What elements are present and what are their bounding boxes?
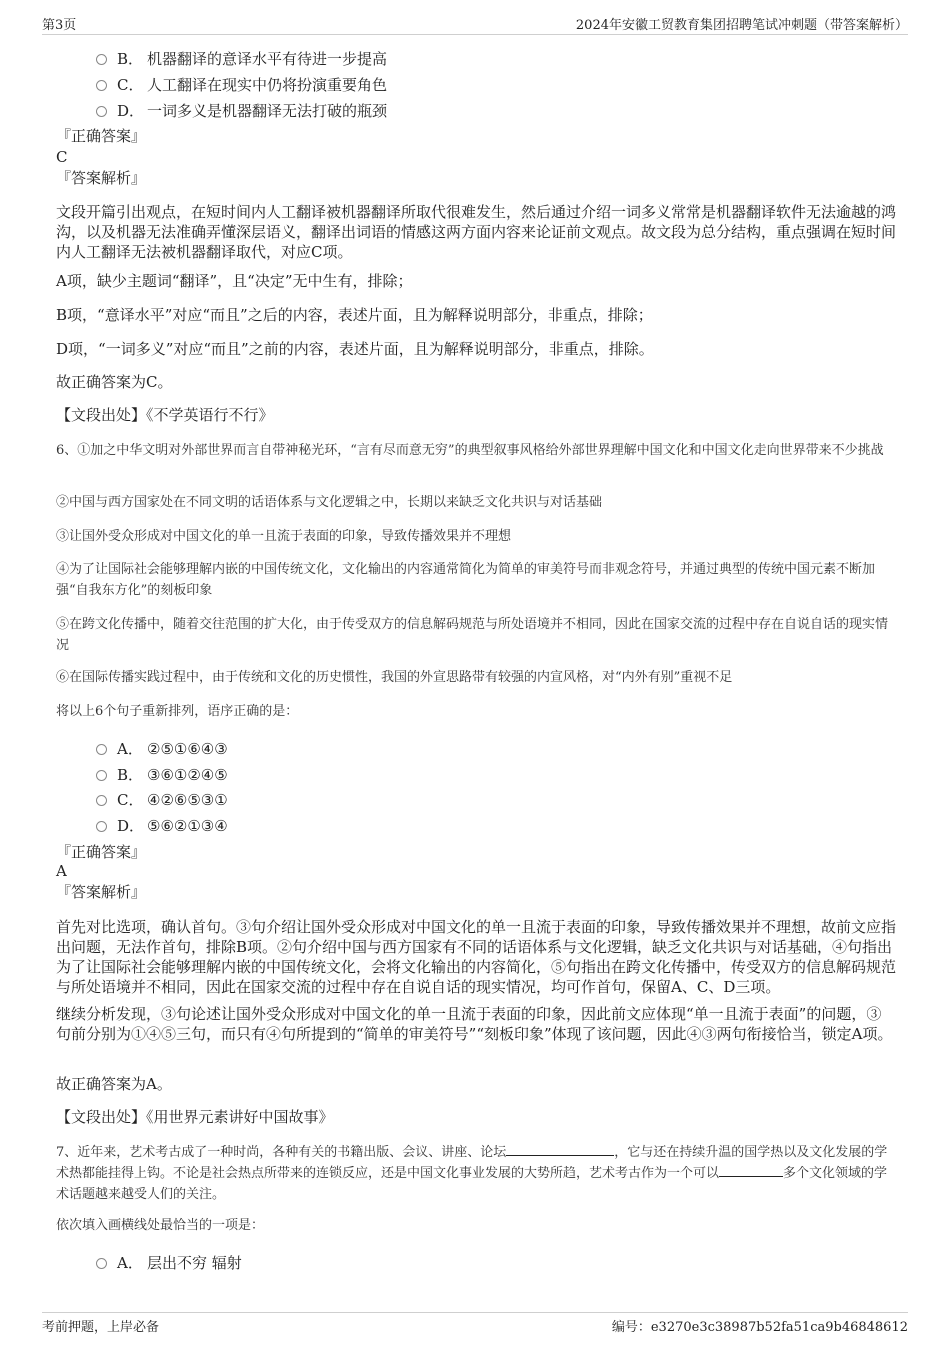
page-number: 第3页 [42, 18, 77, 33]
q6-analysis-para: 继续分析发现，③句论述让国外受众形成对中国文化的单一且流于表面的印象，因此前文应体现“单一且流于表面”的问题，③句前分别为①④⑤三句，而只有④句所提到的“简单的审美符号”“刻板印象”体现了该问题，因此④③两句衔接恰当，锁定A项。 [56, 1005, 893, 1043]
q6-sentence: ②中国与西方国家处在不同文明的话语体系与文化逻辑之中，长期以来缺乏文化共识与对话基础 [56, 495, 603, 510]
radio-icon[interactable] [96, 795, 107, 806]
footer-serial: 编号：e3270e3c38987b52fa51ca9b46848612 [611, 1320, 908, 1335]
fill-blank[interactable] [719, 1164, 783, 1177]
q6-sentence: ⑤在跨文化传播中，随着交往范围的扩大化，由于传受双方的信息解码规范与所处语境并不相同，因此在国家交流的过程中存在自说自话的现实情况 [56, 617, 889, 653]
q5-source: 【文段出处】《不学英语行不行》 [56, 406, 274, 424]
q6-source: 【文段出处】《用世界元素讲好中国故事》 [56, 1108, 334, 1126]
q6-analysis-para: 故正确答案为A。 [56, 1075, 172, 1093]
q6-analysis-para: 首先对比选项，确认首句。③句介绍让国外受众形成对中国文化的单一且流于表面的印象，导致传播效果并不理想，故前文应指出问题，无法作首句，排除B项。②句介绍中国与西方国家有不同的话语体系与文化逻辑，缺乏文化共识与对话基础，④句指出为了让国际社会能够理解内嵌的中国传统文化，会将文化输出的内容简化，⑤句指出在跨文化传播中，传受双方的信息解码规范与所处语境并不相同，因此在国家交流的过程中存在自说自话的现实情况，均可作首句，保留A、C、D三项。 [56, 918, 897, 996]
q6-option-c[interactable]: C． ④②⑥⑤③① [96, 789, 228, 810]
q5-option-b[interactable]: B． 机器翻译的意译水平有待进一步提高 [96, 48, 387, 69]
q6-stem: 6、①加之中华文明对外部世界而言自带神秘光环，“言有尽而意无穷”的典型叙事风格给外部世界理解中国文化和中国文化走向世界带来不少挑战 [56, 443, 884, 458]
q5-option-c[interactable]: C． 人工翻译在现实中仍将扮演重要角色 [96, 74, 387, 95]
q7-prompt: 依次填入画横线处最恰当的一项是： [56, 1218, 265, 1233]
page-header [42, 14, 908, 35]
radio-icon[interactable] [96, 106, 107, 117]
document-title: 2024年安徽工贸教育集团招聘笔试冲刺题（带答案解析） [575, 18, 908, 33]
q5-analysis-para: 故正确答案为C。 [56, 373, 173, 391]
q7-stem: 7、近年来，艺术考古成了一种时尚，各种有关的书籍出版、会议、讲座、论坛 ，它与还在持续升温的国学热以及文化发展的学术热都能挂得上钩。不论是社会热点所带来的连锁反应，还是中国文化事业发展的大势所趋，艺术考古作为一个可以 多个文化领域的学术话题越来越受人们的关注。 [56, 1145, 888, 1202]
radio-icon[interactable] [96, 821, 107, 832]
q6-answer: A [56, 862, 67, 880]
radio-icon[interactable] [96, 744, 107, 755]
q5-answer-label: 『正确答案』 [56, 127, 147, 145]
q6-sentence: ⑥在国际传播实践过程中，由于传统和文化的历史惯性，我国的外宣思路带有较强的内宣风格，对“内外有别”重视不足 [56, 670, 733, 685]
q6-option-d[interactable]: D． ⑤⑥②①③④ [96, 815, 228, 836]
q5-answer: C [56, 148, 68, 166]
q6-analysis-label: 『答案解析』 [56, 883, 147, 901]
q6-option-b[interactable]: B． ③⑥①②④⑤ [96, 764, 228, 785]
q7-option-a[interactable]: A． 层出不穷 辐射 [96, 1252, 242, 1273]
q5-analysis-para: 文段开篇引出观点，在短时间内人工翻译被机器翻译所取代很难发生，然后通过介绍一词多义常常是机器翻译软件无法逾越的鸿沟，以及机器无法准确弄懂深层语义，翻译出词语的情感这两方面内容来论证前文观点。故文段为总分结构，重点强调在短时间内人工翻译无法被机器翻译取代，对应C项。 [56, 203, 897, 261]
radio-icon[interactable] [96, 770, 107, 781]
q6-sentence: ④为了让国际社会能够理解内嵌的中国传统文化，文化输出的内容通常简化为简单的审美符号而非观念符号，并通过典型的传统中国元素不断加强“自我东方化”的刻板印象 [56, 562, 876, 598]
radio-icon[interactable] [96, 54, 107, 65]
q5-analysis-label: 『答案解析』 [56, 169, 147, 187]
q5-analysis-para: D项，“一词多义”对应“而且”之前的内容，表述片面，且为解释说明部分，非重点，排除。 [56, 340, 654, 358]
radio-icon[interactable] [96, 1258, 107, 1269]
q6-prompt: 将以上6个句子重新排列，语序正确的是： [56, 704, 299, 719]
q5-analysis-para: A项，缺少主题词“翻译”，且“决定”无中生有，排除； [56, 272, 413, 290]
page-footer [42, 1312, 908, 1335]
q5-option-d[interactable]: D． 一词多义是机器翻译无法打破的瓶颈 [96, 100, 387, 121]
q5-analysis-para: B项，“意译水平”对应“而且”之后的内容，表述片面，且为解释说明部分，非重点，排除； [56, 306, 653, 324]
radio-icon[interactable] [96, 80, 107, 91]
q6-sentence: ③让国外受众形成对中国文化的单一且流于表面的印象，导致传播效果并不理想 [56, 529, 512, 544]
q6-option-a[interactable]: A． ②⑤①⑥④③ [96, 738, 228, 759]
q6-answer-label: 『正确答案』 [56, 843, 147, 861]
fill-blank[interactable] [506, 1143, 614, 1156]
footer-slogan: 考前押题，上岸必备 [42, 1320, 160, 1335]
